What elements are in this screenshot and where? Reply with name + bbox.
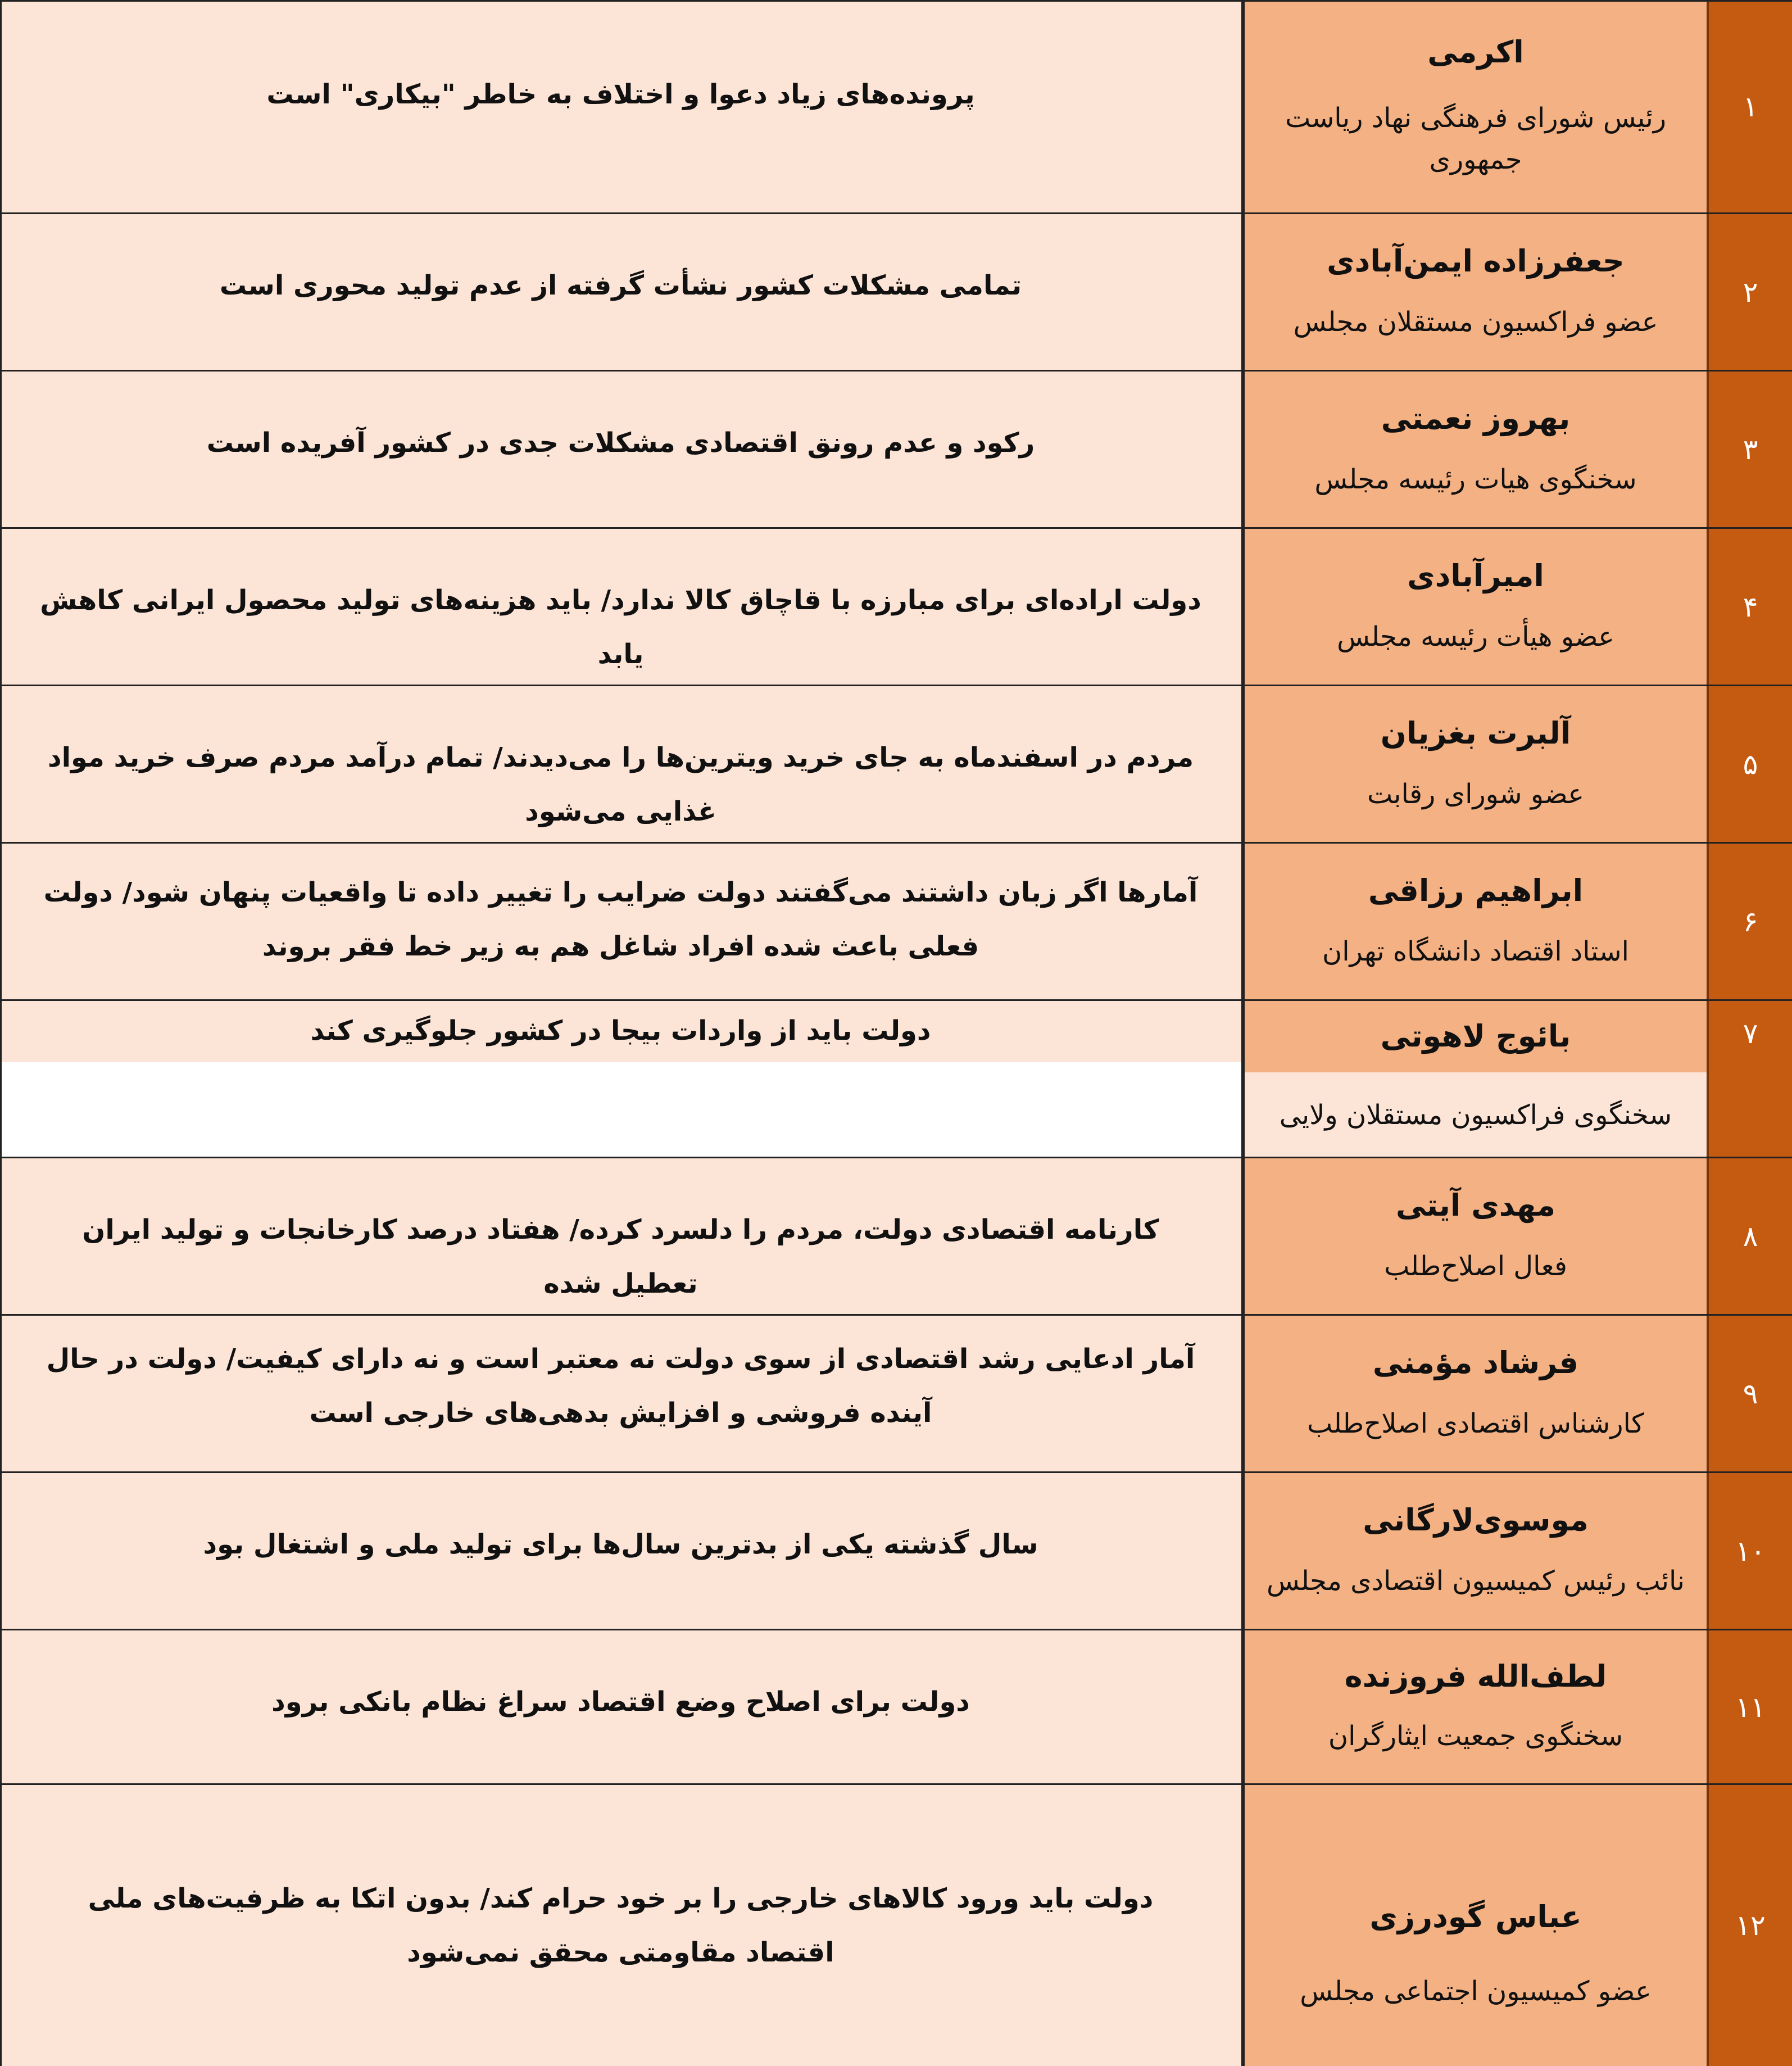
person-cell (1243, 1000, 1707, 1158)
person-role: نائب رئیس کمیسیون اقتصادی مجلس (1267, 1565, 1685, 1597)
quote-text: دولت اراده‌ای برای مبارزه با قاچاق کالا ندارد/ باید هزینه‌های تولید محصول ایرانی کاهش یابد (40, 585, 1201, 670)
person-name: لطف‌الله فروزنده (1344, 1659, 1607, 1695)
row-number: ۱ (1707, 0, 1792, 214)
person-role: کارشناس اقتصادی اصلاح‌طلب (1307, 1407, 1644, 1439)
person-cell (1243, 214, 1707, 371)
row-divider (0, 999, 1792, 1001)
person-cell (1243, 0, 1707, 214)
quote-text: رکود و عدم رونق اقتصادی مشکلات جدی در کشور آفریده است (206, 427, 1035, 459)
person-role: سخنگوی فراکسیون مستقلان ولایی (1279, 1099, 1672, 1131)
person-cell (1243, 1473, 1707, 1630)
person-cell (1243, 528, 1707, 686)
person-role: سخنگوی هیات رئیسه مجلس (1314, 463, 1637, 495)
person-role: استاد اقتصاد دانشگاه تهران (1322, 935, 1629, 967)
quote-cell (0, 214, 1243, 371)
quote-cell (0, 0, 1243, 214)
quote-cell (0, 1473, 1243, 1630)
table-row (0, 1630, 1792, 1784)
quote-text: دولت برای اصلاح وضع اقتصاد سراغ نظام بانکی برود (271, 1686, 970, 1718)
quote-text: سال گذشته یکی از بدترین سال‌ها برای تولید ملی و اشتغال بود (203, 1529, 1038, 1560)
row-number: ۵ (1707, 686, 1792, 843)
person-name: جعفرزاده ایمن‌آبادی (1327, 243, 1625, 279)
row-number: ۱۰ (1707, 1473, 1792, 1630)
person-name: بهروز نعمتی (1381, 400, 1571, 436)
table-row (0, 528, 1792, 686)
quote-cell (0, 1315, 1243, 1473)
row-divider (0, 1629, 1792, 1630)
row-divider (0, 685, 1792, 686)
table-row (0, 371, 1792, 528)
quote-cell (0, 843, 1243, 1000)
table-row (0, 0, 1792, 214)
quote-text: تمامی مشکلات کشور نشأت گرفته از عدم تولید محوری است (219, 270, 1022, 301)
row-number: ۷ (1707, 1000, 1792, 1158)
quote-cell (0, 1158, 1243, 1315)
person-role: عضو هیأت رئیسه مجلس (1337, 620, 1614, 653)
quote-text: مردم در اسفندماه به جای خرید ویترین‌ها را می‌دیدند/ تمام درآمد مردم صرف خرید مواد غذایی می‌شود (47, 742, 1194, 827)
row-divider (0, 1471, 1792, 1473)
person-role: عضو فراکسیون مستقلان مجلس (1293, 306, 1658, 338)
quote-cell (0, 1630, 1243, 1784)
row-divider (0, 212, 1792, 214)
row-divider (0, 1157, 1792, 1158)
table-row (0, 686, 1792, 843)
quote-cell (0, 686, 1243, 843)
quote-text: کارنامه اقتصادی دولت، مردم را دلسرد کرده/ هفتاد درصد کارخانجات و تولید ایران تعطیل شده (82, 1214, 1159, 1299)
row-divider (0, 1314, 1792, 1316)
person-role: عضو شورای رقابت (1367, 778, 1584, 810)
person-cell (1243, 686, 1707, 843)
row-divider (0, 527, 1792, 529)
row-divider (0, 370, 1792, 371)
table-row (0, 1784, 1792, 2066)
row-number: ۱۲ (1707, 1784, 1792, 2066)
row-number: ۹ (1707, 1315, 1792, 1473)
row-number: ۶ (1707, 843, 1792, 1000)
person-name: عباس گودرزی (1369, 1899, 1582, 1935)
person-name: بائوج لاهوتی (1380, 1018, 1571, 1054)
quote-cell (0, 371, 1243, 528)
person-cell (1243, 843, 1707, 1000)
row-divider (0, 842, 1792, 844)
person-name: مهدی آیتی (1395, 1187, 1556, 1223)
person-cell (1243, 371, 1707, 528)
quote-text: آمار ادعایی رشد اقتصادی از سوی دولت نه معتبر است و نه دارای کیفیت/ دولت در حال آینده فروشی و افزایش بدهی‌های خارجی است (46, 1343, 1195, 1429)
person-cell (1243, 1630, 1707, 1784)
row-number: ۸ (1707, 1158, 1792, 1315)
table-row (0, 214, 1792, 371)
row-number: ۱۱ (1707, 1630, 1792, 1784)
table-row (0, 1000, 1792, 1158)
quote-cell (0, 1784, 1243, 2066)
person-cell (1243, 1784, 1707, 2066)
person-name: ابراهیم رزاقی (1368, 872, 1584, 908)
person-role: عضو کمیسیون اجتماعی مجلس (1300, 1976, 1652, 2008)
person-name: موسوی‌لارگانی (1363, 1502, 1589, 1538)
table-row (0, 843, 1792, 1000)
person-role: فعال اصلاح‌طلب (1384, 1250, 1567, 1282)
person-cell (1243, 1315, 1707, 1473)
row-divider (0, 1783, 1792, 1785)
table-row (0, 1315, 1792, 1473)
person-name: اکرمی (1427, 34, 1524, 70)
quote-cell (0, 1000, 1243, 1158)
row-divider (0, 0, 1792, 2)
person-role: رئیس شورای فرهنگی نهاد ریاست جمهوری (1285, 102, 1667, 176)
table-row (0, 1158, 1792, 1315)
person-cell (1243, 1158, 1707, 1315)
person-name: آلبرت بغزیان (1380, 715, 1571, 751)
quote-cell (0, 528, 1243, 686)
person-name: فرشاد مؤمنی (1372, 1344, 1579, 1380)
person-role: سخنگوی جمعیت ایثارگران (1328, 1720, 1623, 1752)
row-number: ۴ (1707, 528, 1792, 686)
table-row (0, 1473, 1792, 1630)
quote-text: آمارها اگر زبان داشتند می‌گفتند دولت ضرایب را تغییر داده تا واقعیات پنهان شود/ دولت فعلی باعث شده افراد شاغل هم به زیر خط فقر بروند (43, 877, 1198, 962)
row-number: ۲ (1707, 214, 1792, 371)
table-border-left (0, 0, 2, 2066)
person-name: امیرآبادی (1407, 558, 1544, 593)
row-number: ۳ (1707, 371, 1792, 528)
quote-text: دولت باید از واردات بیجا در کشور جلوگیری کند (310, 1015, 931, 1046)
quote-text: پرونده‌های زیاد دعوا و اختلاف به خاطر "بیکاری" است (266, 79, 975, 110)
quote-text: دولت باید ورود کالاهای خارجی را بر خود حرام کند/ بدون اتکا به ظرفیت‌های ملی اقتصاد مقاومتی محقق نمی‌شود (88, 1882, 1154, 1968)
